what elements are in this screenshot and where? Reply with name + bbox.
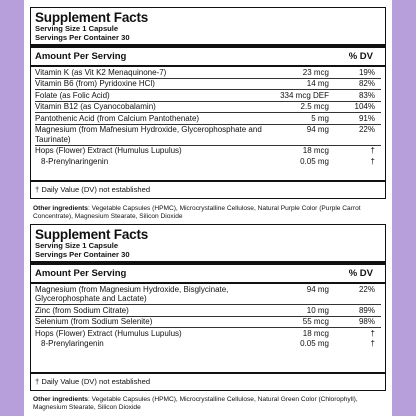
- nutrient-amount: 0.05 mg: [300, 156, 329, 166]
- nutrient-amount: 2.5 mcg: [300, 102, 329, 111]
- nutrient-name: Hops (Flower) Extract (Humulus Lupulus): [35, 328, 182, 338]
- nutrient-name: 8-Prenylaringenin: [41, 339, 104, 348]
- other-ingredients-1: [33, 205, 385, 221]
- serving-size: Serving Size 1 Capsule: [35, 24, 119, 33]
- nutrient-name: Vitamin K (as Vit K2 Menaquinone-7): [35, 67, 167, 77]
- other-ingredients-label: Other ingredients: [33, 396, 88, 403]
- dv-footnote: † Daily Value (DV) not established: [31, 372, 385, 390]
- nutrient-name: Folate (as Folic Acid): [35, 90, 110, 100]
- nutrient-name: Magnesium (from Mafnesium Hydroxide, Glycerophosphate and Taurinate): [35, 125, 262, 144]
- nutrient-amount: 14 mg: [306, 79, 329, 88]
- nutrient-dv: 89%: [358, 305, 375, 315]
- nutrient-amount: 18 mcg: [302, 328, 329, 338]
- nutrient-amount: 55 mcg: [302, 317, 329, 326]
- panel-title: Supplement Facts: [35, 227, 149, 242]
- table-row: [35, 328, 381, 339]
- other-ingredients-label: Other ingredients: [33, 205, 88, 212]
- other-ingredients-text: : Vegetable Capsules (HPMC), Microcrystalline Cellulose, Natural Green Color (Chlorophyll), Magnesium Stearate, Silicon Dioxide: [33, 396, 358, 411]
- dv-header: % DV: [348, 51, 373, 62]
- table-row: [35, 90, 381, 102]
- nutrient-name: Pantothenic Acid (from Calcium Pantothenate): [35, 113, 200, 123]
- nutrient-rows: [31, 284, 385, 349]
- nutrient-dv: †: [370, 146, 375, 155]
- nutrient-dv: 82%: [358, 79, 375, 88]
- nutrient-name: Magnesium (from Magnesium Hydroxide, Bisglycinate, Glycerophosphate and Lactate): [35, 284, 229, 303]
- table-row: [35, 67, 381, 79]
- nutrient-dv: †: [370, 339, 375, 348]
- panel-title: Supplement Facts: [35, 10, 149, 25]
- nutrient-dv: 98%: [358, 317, 375, 326]
- table-row: [35, 317, 381, 329]
- table-row: [35, 102, 381, 114]
- table-row: [35, 305, 381, 317]
- nutrient-amount: 0.05 mg: [300, 339, 329, 348]
- nutrient-name: Vitamin B12 (as Cyanocobalamin): [35, 102, 156, 111]
- dv-footnote: † Daily Value (DV) not established: [31, 180, 385, 198]
- nutrient-name: 8-Prenylnaringenin: [41, 156, 109, 166]
- nutrient-dv: 19%: [358, 67, 375, 77]
- other-ingredients-2: [33, 396, 385, 412]
- nutrient-rows: [31, 67, 385, 167]
- table-header: [31, 48, 385, 67]
- nutrient-dv: 22%: [358, 125, 375, 134]
- dv-header: % DV: [348, 268, 373, 279]
- servings-per-container: Servings Per Container 30: [35, 249, 130, 259]
- amount-header: Amount Per Serving: [35, 268, 127, 279]
- supplement-facts-panel-1: [30, 7, 386, 199]
- other-ingredients-text: : Vegetable Capsules (HPMC), Microcrystalline Cellulose, Natural Purple Color (Purple Carrot Concentrate), Magnesium Stearate, Silicon Dioxide: [33, 205, 361, 220]
- amount-header: Amount Per Serving: [35, 51, 127, 62]
- nutrient-name: Vitamin B6 (from) Pyridoxine HCl): [35, 79, 155, 88]
- nutrient-dv: 22%: [358, 284, 375, 294]
- nutrient-name: Zinc (from Sodium Citrate): [35, 305, 129, 315]
- table-row: [35, 156, 381, 167]
- nutrient-name: Hops (Flower) Extract (Humulus Lupulus): [35, 146, 182, 155]
- servings-per-container: Servings Per Container 30: [35, 32, 130, 42]
- nutrient-amount: 5 mg: [311, 113, 329, 123]
- serving-size: Serving Size 1 Capsule: [35, 241, 119, 250]
- nutrient-amount: 10 mg: [306, 305, 329, 315]
- table-row: [35, 146, 381, 157]
- nutrient-amount: 18 mcg: [302, 146, 329, 155]
- nutrient-dv: 104%: [354, 102, 375, 111]
- nutrient-amount: 94 mg: [306, 284, 329, 294]
- nutrient-dv: †: [370, 328, 375, 338]
- nutrient-amount: 94 mg: [306, 125, 329, 134]
- nutrient-amount: 334 mcg DEF: [280, 90, 329, 100]
- nutrient-dv: 83%: [358, 90, 375, 100]
- table-row: [35, 284, 381, 305]
- nutrient-dv: †: [370, 156, 375, 166]
- nutrient-amount: 23 mcg: [302, 67, 329, 77]
- supplement-facts-panel-2: [30, 224, 386, 391]
- nutrient-dv: 91%: [358, 113, 375, 123]
- table-row: [35, 339, 381, 350]
- table-row: [35, 113, 381, 125]
- table-row: [35, 125, 381, 146]
- nutrient-name: Selenium (from Sodium Selenite): [35, 317, 153, 326]
- table-header: [31, 265, 385, 284]
- table-row: [35, 79, 381, 91]
- supplement-label-card: [24, 0, 392, 416]
